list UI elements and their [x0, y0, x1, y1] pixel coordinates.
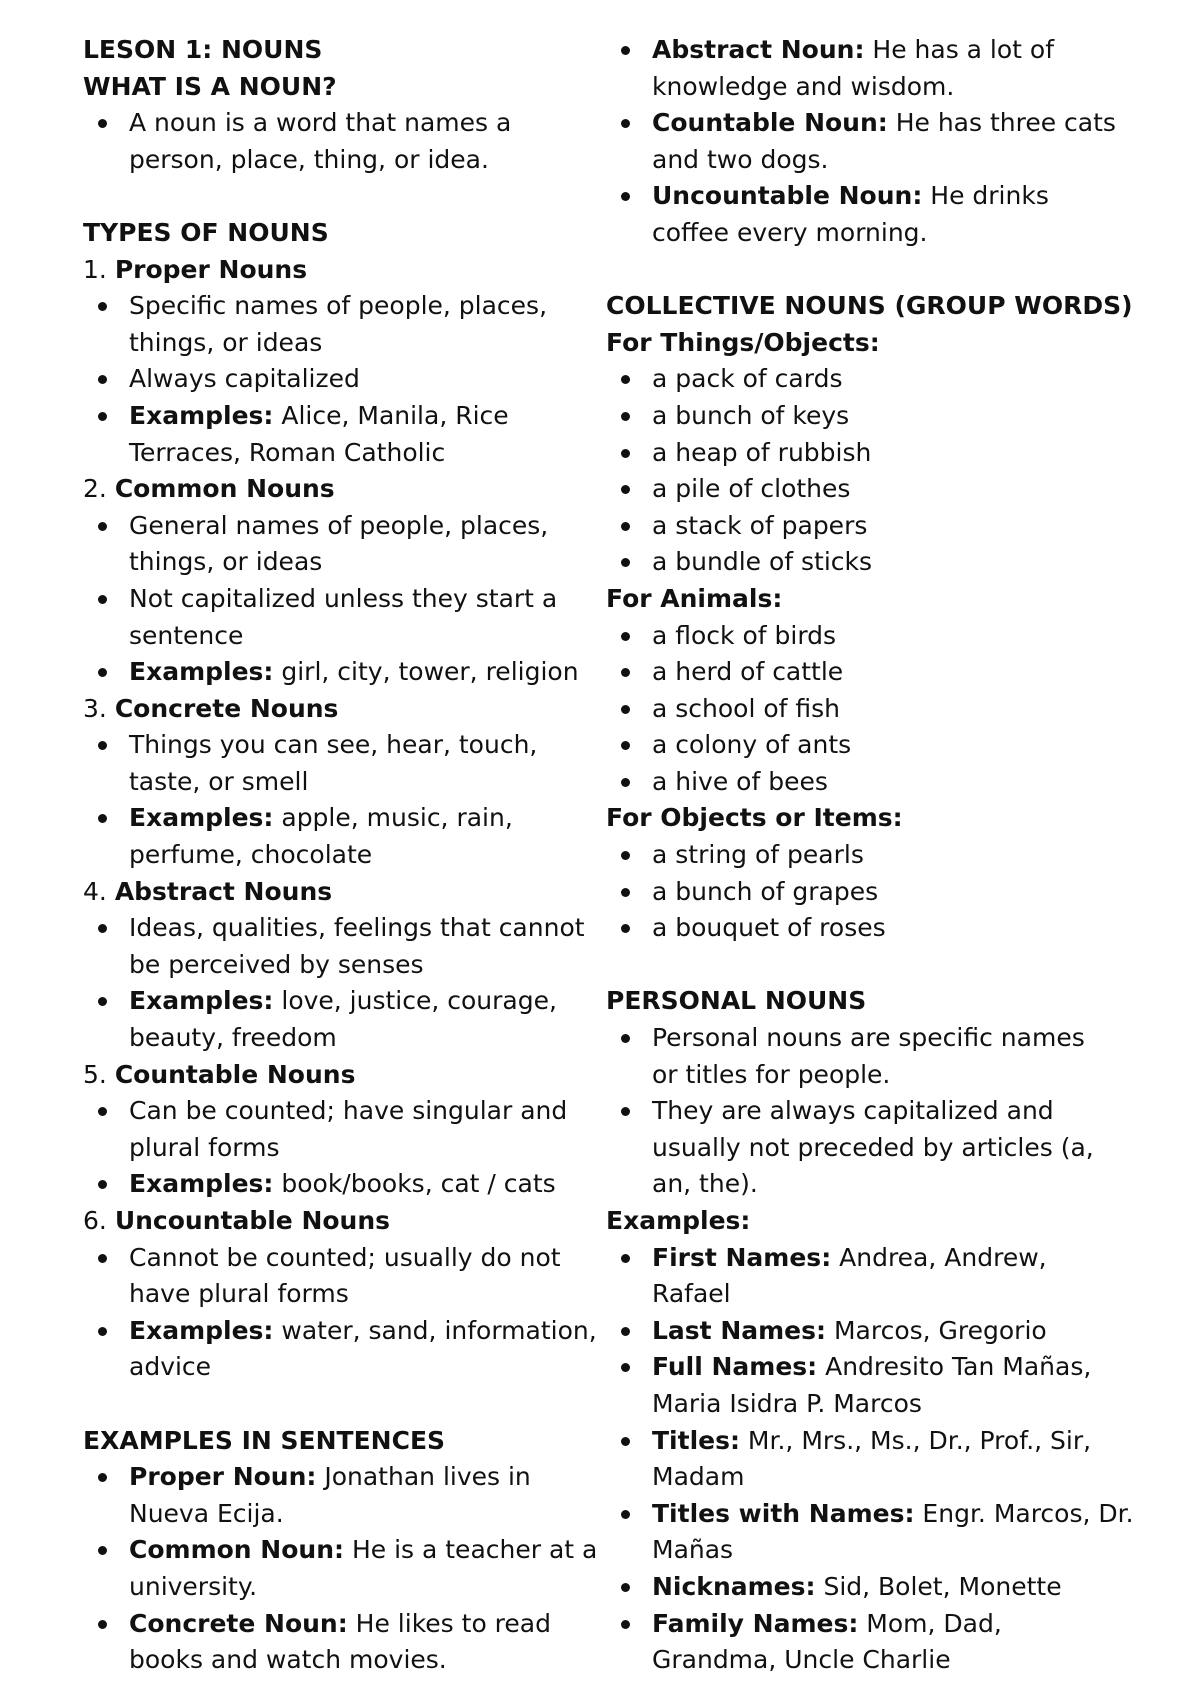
- bold-label: Last Names:: [652, 1315, 827, 1345]
- text-fragment: Rafael: [652, 1279, 731, 1309]
- text-fragment: plural forms: [129, 1132, 280, 1162]
- list-item: [83, 361, 603, 398]
- text-fragment: Andrea, Andrew,: [831, 1242, 1047, 1272]
- text-fragment: taste, or smell: [129, 766, 309, 796]
- text-line: [652, 1057, 1146, 1094]
- text-fragment: He has a lot of: [864, 35, 1055, 64]
- text-fragment: advice: [129, 1352, 212, 1382]
- text-line: a bouquet of roses: [652, 913, 886, 943]
- text-line: [652, 69, 1146, 106]
- spacer: [606, 947, 1146, 984]
- text-line: [652, 178, 1146, 215]
- text-fragment: Maria Isidra P. Marcos: [652, 1388, 922, 1418]
- noun-type-heading: [83, 1057, 603, 1094]
- bold-label: Examples:: [129, 1169, 274, 1199]
- noun-type-number: 4.: [83, 876, 107, 906]
- text-line: [129, 1606, 603, 1643]
- text-line: [652, 1606, 1146, 1643]
- noun-type-bullets: [83, 1093, 603, 1203]
- text-line: a pile of clothes: [652, 474, 851, 504]
- text-line: a school of fish: [652, 693, 841, 723]
- text-line: [129, 1276, 603, 1313]
- list-item: [606, 874, 1146, 911]
- text-line: [129, 837, 603, 874]
- definition-list: [83, 105, 603, 178]
- text-line: [129, 1349, 603, 1386]
- list-item: [606, 398, 1146, 435]
- list-item: [83, 983, 603, 1056]
- text-line: [129, 947, 603, 984]
- text-fragment: Madam: [652, 1462, 745, 1492]
- text-line: a bunch of keys: [652, 400, 850, 430]
- text-fragment: Mom, Dad,: [858, 1608, 1002, 1638]
- text-line: [652, 1496, 1146, 1533]
- list-item: [606, 471, 1146, 508]
- text-line: [129, 1532, 603, 1569]
- text-line: [652, 1240, 1146, 1277]
- text-line: [129, 1093, 603, 1130]
- text-line: [129, 288, 603, 325]
- list-item: [83, 910, 603, 983]
- text-fragment: usually not preceded by articles (a,: [652, 1132, 1094, 1162]
- list-item: [606, 361, 1146, 398]
- collective-group-list: [606, 837, 1146, 947]
- text-line: a colony of ants: [652, 730, 852, 760]
- text-line: [652, 1532, 1146, 1569]
- types-of-nouns-section: [83, 252, 603, 1386]
- text-line: [652, 1423, 1146, 1460]
- text-line: [129, 1313, 603, 1350]
- text-line: [129, 983, 603, 1020]
- types-heading: TYPES OF NOUNS: [83, 217, 329, 247]
- text-fragment: Nueva Ecija.: [129, 1498, 284, 1528]
- definition-item: [83, 105, 603, 178]
- list-item: [606, 1569, 1146, 1606]
- personal-examples-list: [606, 1240, 1146, 1679]
- list-item: [606, 1093, 1146, 1203]
- list-item: [606, 691, 1146, 728]
- text-fragment: General names of people, places,: [129, 510, 549, 540]
- text-line: a bunch of grapes: [652, 876, 879, 906]
- text-fragment: book/books, cat / cats: [273, 1169, 556, 1199]
- text-fragment: Always capitalized: [129, 364, 360, 394]
- text-fragment: Not capitalized unless they start a: [129, 583, 558, 613]
- text-fragment: Can be counted; have singular and: [129, 1096, 568, 1126]
- collective-group-heading: For Animals:: [606, 583, 783, 613]
- noun-type-bullets: [83, 508, 603, 691]
- text-fragment: Sid, Bolet, Monette: [815, 1571, 1062, 1601]
- sentence-item: [83, 1606, 603, 1679]
- text-line: a flock of birds: [652, 620, 837, 650]
- right-column: [606, 32, 1146, 1679]
- spacer: [83, 1386, 603, 1423]
- text-line: [129, 1642, 603, 1679]
- collective-group-list: [606, 361, 1146, 581]
- text-fragment: or titles for people.: [652, 1059, 891, 1089]
- text-fragment: and two dogs.: [652, 144, 829, 174]
- bold-label: Concrete Noun:: [129, 1608, 348, 1638]
- list-item: [606, 727, 1146, 764]
- text-line: [652, 1459, 1146, 1496]
- bold-label: Abstract Noun:: [652, 35, 865, 64]
- text-fragment: apple, music, rain,: [273, 803, 513, 833]
- bold-label: Examples:: [129, 1315, 274, 1345]
- noun-type-number: 5.: [83, 1059, 107, 1089]
- list-item: [606, 508, 1146, 545]
- list-item: [606, 1020, 1146, 1093]
- text-line: [129, 727, 603, 764]
- personal-nouns-list: [606, 1020, 1146, 1203]
- list-item: [83, 1240, 603, 1313]
- text-fragment: Specific names of people, places,: [129, 291, 548, 321]
- sentences-list: [83, 1459, 603, 1679]
- text-fragment: perfume, chocolate: [129, 840, 373, 870]
- noun-type-name: Abstract Nouns: [114, 876, 333, 906]
- text-line: [652, 1569, 1146, 1606]
- text-fragment: coffee every morning.: [652, 217, 928, 247]
- bold-label: Countable Noun:: [652, 108, 888, 138]
- text-fragment: Grandma, Uncle Charlie: [652, 1645, 951, 1675]
- noun-type-heading: [83, 1203, 603, 1240]
- collective-group-heading: For Things/Objects:: [606, 327, 880, 357]
- text-fragment: Personal nouns are specific names: [652, 1023, 1085, 1053]
- text-line: [129, 581, 603, 618]
- text-line: [129, 1166, 603, 1203]
- bold-label: Full Names:: [652, 1352, 818, 1382]
- text-fragment: things, or ideas: [129, 327, 323, 357]
- list-item: [83, 727, 603, 800]
- noun-type-name: Proper Nouns: [114, 254, 308, 284]
- text-line: [129, 1569, 603, 1606]
- sentences-list-continued: [606, 32, 1146, 252]
- noun-type-heading: [83, 252, 603, 289]
- text-fragment: He is a teacher at a: [344, 1535, 598, 1565]
- text-fragment: He drinks: [922, 181, 1049, 211]
- list-item: [606, 618, 1146, 655]
- text-line: [129, 1020, 603, 1057]
- spacer: [606, 252, 1146, 289]
- list-item: [83, 1313, 603, 1386]
- text-line: a bundle of sticks: [652, 547, 873, 577]
- list-item: [606, 654, 1146, 691]
- personal-nouns-heading: PERSONAL NOUNS: [606, 986, 867, 1016]
- text-line: [652, 1093, 1146, 1130]
- noun-type-bullets: [83, 727, 603, 873]
- text-fragment: Terraces, Roman Catholic: [129, 437, 446, 467]
- collective-nouns-section: [606, 325, 1146, 947]
- noun-type-bullets: [83, 288, 603, 471]
- list-item: [83, 800, 603, 873]
- text-line: A noun is a word that names a: [129, 108, 512, 138]
- list-item: [606, 837, 1146, 874]
- bold-label: Nicknames:: [652, 1571, 816, 1601]
- text-line: [129, 800, 603, 837]
- noun-type-bullets: [83, 910, 603, 1056]
- noun-type-number: 1.: [83, 254, 107, 284]
- list-item: [606, 1349, 1146, 1422]
- list-item: [83, 654, 603, 691]
- sentence-item: [83, 1459, 603, 1532]
- noun-type-heading: [83, 471, 603, 508]
- list-item: [606, 910, 1146, 947]
- text-line: [652, 1276, 1146, 1313]
- noun-type-heading: [83, 874, 603, 911]
- text-fragment: university.: [129, 1571, 258, 1601]
- bold-label: Common Noun:: [129, 1535, 344, 1565]
- text-line: [652, 1386, 1146, 1423]
- text-line: [652, 1349, 1146, 1386]
- text-line: [652, 1313, 1146, 1350]
- text-fragment: have plural forms: [129, 1279, 349, 1309]
- text-fragment: be perceived by senses: [129, 949, 424, 979]
- text-line: [129, 1496, 603, 1533]
- what-is-noun-heading: WHAT IS A NOUN?: [83, 71, 337, 101]
- sentence-item: [83, 1532, 603, 1605]
- collective-group-heading: For Objects or Items:: [606, 803, 903, 833]
- collective-group-list: [606, 618, 1146, 801]
- text-fragment: He likes to read: [347, 1608, 551, 1638]
- list-item: [606, 544, 1146, 581]
- text-line: [652, 105, 1146, 142]
- list-item: [606, 1313, 1146, 1350]
- text-line: [129, 398, 603, 435]
- list-item: [83, 1093, 603, 1166]
- text-line: [652, 1020, 1146, 1057]
- examples-heading: Examples:: [606, 1206, 751, 1235]
- list-item: [606, 764, 1146, 801]
- text-fragment: Jonathan lives in: [316, 1462, 531, 1492]
- list-item: [83, 508, 603, 581]
- text-line: a pack of cards: [652, 364, 843, 394]
- bold-label: First Names:: [652, 1242, 832, 1272]
- text-line: [652, 1642, 1146, 1679]
- lesson-title: LESON 1: NOUNS: [83, 35, 323, 64]
- text-fragment: They are always capitalized and: [652, 1096, 1054, 1126]
- collective-nouns-heading: COLLECTIVE NOUNS (GROUP WORDS): [606, 291, 1133, 321]
- text-line: a stack of papers: [652, 510, 868, 540]
- sentence-item: [606, 105, 1146, 178]
- bold-label: Family Names:: [652, 1608, 859, 1638]
- noun-type-name: Countable Nouns: [114, 1059, 356, 1089]
- text-line: [652, 215, 1146, 252]
- sentence-item: [606, 178, 1146, 251]
- text-line: [129, 1459, 603, 1496]
- text-fragment: He has three cats: [887, 108, 1116, 138]
- bold-label: Examples:: [129, 803, 274, 833]
- text-line: [129, 361, 603, 398]
- bold-label: Examples:: [129, 400, 274, 430]
- text-fragment: love, justice, courage,: [273, 986, 557, 1016]
- list-item: [606, 1240, 1146, 1313]
- bold-label: Titles:: [652, 1425, 740, 1455]
- left-column: [83, 32, 603, 1679]
- text-line: [129, 544, 603, 581]
- text-line: [129, 910, 603, 947]
- text-fragment: Alice, Manila, Rice: [273, 400, 509, 430]
- text-fragment: an, the).: [652, 1169, 758, 1199]
- list-item: [83, 1166, 603, 1203]
- noun-type-number: 6.: [83, 1206, 107, 1235]
- list-item: [83, 398, 603, 471]
- text-line: [129, 764, 603, 801]
- noun-type-heading: [83, 691, 603, 728]
- text-fragment: beauty, freedom: [129, 1023, 337, 1053]
- spacer: [83, 178, 603, 215]
- list-item: [606, 1606, 1146, 1679]
- sentences-heading: EXAMPLES IN SENTENCES: [83, 1425, 446, 1455]
- text-line: a string of pearls: [652, 840, 864, 870]
- text-fragment: Marcos, Gregorio: [826, 1315, 1047, 1345]
- noun-type-bullets: [83, 1240, 603, 1386]
- sentence-item: [606, 32, 1146, 105]
- noun-type-number: 3.: [83, 693, 107, 723]
- noun-type-name: Uncountable Nouns: [114, 1206, 391, 1235]
- text-fragment: girl, city, tower, religion: [273, 657, 579, 687]
- noun-type-name: Concrete Nouns: [114, 693, 339, 723]
- text-line: [129, 1240, 603, 1277]
- noun-type-number: 2.: [83, 474, 107, 504]
- text-line: [129, 618, 603, 655]
- list-item: [606, 1496, 1146, 1569]
- text-line: [129, 325, 603, 362]
- text-fragment: Mr., Mrs., Ms., Dr., Prof., Sir,: [739, 1425, 1092, 1455]
- text-line: [129, 1130, 603, 1167]
- bold-label: Uncountable Noun:: [652, 181, 923, 211]
- text-fragment: Andresito Tan Mañas,: [817, 1352, 1092, 1382]
- text-line: [129, 654, 603, 691]
- text-line: [652, 1130, 1146, 1167]
- text-line: [652, 1166, 1146, 1203]
- list-item: [606, 1423, 1146, 1496]
- text-fragment: Ideas, qualities, feelings that cannot: [129, 913, 585, 943]
- text-fragment: knowledge and wisdom.: [652, 71, 955, 101]
- text-line: a herd of cattle: [652, 657, 844, 687]
- text-line: [129, 508, 603, 545]
- text-fragment: books and watch movies.: [129, 1645, 447, 1675]
- noun-type-name: Common Nouns: [114, 474, 335, 504]
- list-item: [606, 435, 1146, 472]
- text-fragment: Things you can see, hear, touch,: [129, 730, 538, 760]
- text-fragment: Mañas: [652, 1535, 734, 1565]
- text-line: a heap of rubbish: [652, 437, 872, 467]
- bold-label: Examples:: [129, 986, 274, 1016]
- text-line: [129, 435, 603, 472]
- list-item: [83, 581, 603, 654]
- bold-label: Examples:: [129, 657, 274, 687]
- text-line: person, place, thing, or idea.: [129, 144, 489, 174]
- text-fragment: Engr. Marcos, Dr.: [914, 1498, 1134, 1528]
- text-fragment: things, or ideas: [129, 547, 323, 577]
- text-fragment: Cannot be counted; usually do not: [129, 1242, 561, 1272]
- bold-label: Proper Noun:: [129, 1462, 317, 1492]
- text-line: [652, 142, 1146, 179]
- text-fragment: water, sand, information,: [273, 1315, 597, 1345]
- text-line: [652, 32, 1146, 69]
- text-line: a hive of bees: [652, 766, 828, 796]
- list-item: [83, 288, 603, 361]
- bold-label: Titles with Names:: [652, 1498, 915, 1528]
- text-fragment: sentence: [129, 620, 244, 650]
